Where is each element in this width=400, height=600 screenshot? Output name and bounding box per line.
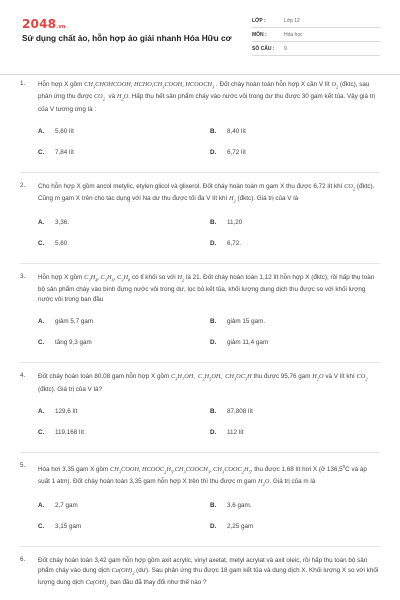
option-letter: B.	[210, 219, 217, 226]
option-letter: B.	[210, 127, 217, 135]
page-header	[0, 0, 400, 62]
question-divider	[20, 172, 380, 173]
question-text: Cho hỗn hợp X gồm ancol metylic, etylen glicol và glixerol. Đốt cháy hoàn toàn m gam X thu được 6,72 lít khí $CO_2$ (đktc). Cũng m gam X trên cho tác dụng với Na dư thu được tối đa V lít khí $H_2$ (đktc). Giá trị của V là	[38, 182, 375, 203]
option-text: 112 lít	[227, 428, 244, 436]
meta-row-class	[252, 14, 380, 28]
option-text: 5,60	[55, 240, 68, 247]
answer-option[interactable]	[210, 401, 360, 422]
option-letter: C.	[38, 523, 45, 531]
question-item	[0, 556, 400, 591]
meta-row-subject	[252, 28, 380, 42]
answer-option[interactable]	[210, 422, 360, 443]
answer-option[interactable]	[210, 311, 360, 332]
answer-option[interactable]	[210, 212, 360, 233]
option-text: 6,72 lít	[227, 148, 246, 156]
answer-options	[38, 212, 380, 254]
meta-key: LỚP :	[252, 17, 266, 24]
question-item	[0, 182, 400, 255]
answer-options	[38, 121, 380, 163]
site-logo[interactable]	[22, 17, 66, 31]
option-letter: B.	[210, 407, 217, 415]
question-item	[0, 80, 400, 163]
answer-option[interactable]	[210, 516, 360, 537]
answer-options	[38, 401, 380, 443]
option-letter: C.	[38, 240, 45, 247]
question-number: 6.	[20, 556, 26, 564]
question-item	[0, 273, 400, 353]
question-divider	[20, 546, 380, 547]
option-text: 3,6 gam.	[227, 502, 252, 510]
question-text: Hóa hơi 3,35 gam X gồm $CH_3COOH$, $HCOOC_2H_5,CH_3COOCH_3$, $CH_3COOC_2H_5$, thu được 1,68 lít hơi X (ở 136,5$^0$C và áp suất 1 atm). Đốt cháy hoàn toàn 3,35 gam hỗn hợp X trên thì thu được m gam $H_2O$. Giá trị của m là	[38, 463, 367, 487]
option-text: giảm 5,7 gam	[55, 318, 94, 326]
answer-option[interactable]	[210, 121, 360, 142]
option-letter: B.	[210, 502, 217, 510]
option-text: 3,36.	[55, 219, 70, 226]
option-letter: B.	[210, 318, 217, 326]
question-number: 3.	[20, 273, 26, 280]
document-meta	[252, 14, 380, 56]
meta-value: Hóa học	[284, 31, 303, 38]
meta-value: Lớp 12	[284, 17, 300, 24]
option-letter: A.	[38, 502, 45, 510]
logo-suffix: .vn	[56, 24, 66, 30]
answer-option[interactable]	[38, 422, 210, 443]
option-text: 6,72.	[227, 240, 242, 247]
answer-options	[38, 495, 380, 537]
option-text: 5,60 lít	[55, 127, 74, 135]
option-text: 2,7 gam	[55, 502, 78, 510]
answer-options	[38, 311, 380, 353]
header-divider	[0, 74, 400, 75]
question-text: Đốt cháy hoàn toàn 3,42 gam hỗn hợp gồm axit acrylic, vinyl axetat, metyl acrylat và axit oleic, rồi hấp thụ toàn bộ sản phẩm cháy vào dung dịch $Ca(OH)_2$ (dư). Sau phản ứng thu được 18 gam kết tủa và dung dịch X. Khối lượng X so với khối lượng dung dịch $Ca(OH)_2$ ban đầu đã thay đổi như thế nào ?	[38, 557, 379, 588]
question-item	[0, 462, 400, 538]
option-text: 2,25 gam	[227, 523, 254, 531]
option-letter: D.	[210, 240, 217, 247]
option-letter: C.	[38, 148, 45, 156]
option-text: 119,168 lít	[55, 428, 84, 436]
option-text: giảm 15 gam.	[227, 318, 266, 326]
question-text: Đốt cháy hoàn toàn 80,08 gam hỗn hợp X gồm $C_3H_7OH$, $C_2H_5OH$, $CH_3OC_3H$ thu được 95,76 gam $H_2O$ và V lít khí $CO_2$ (đktc). Giá trị của V là?	[38, 373, 368, 393]
meta-row-question-count	[252, 42, 380, 56]
answer-option[interactable]	[38, 233, 210, 254]
option-text: giảm 11,4 gam	[227, 339, 269, 347]
question-item	[0, 372, 400, 442]
question-divider	[20, 362, 380, 363]
option-text: 8,40 lít	[227, 127, 246, 135]
option-letter: C.	[38, 428, 45, 436]
answer-option[interactable]	[38, 142, 210, 163]
option-text: 129,6 lít	[55, 407, 78, 415]
question-number: 5.	[20, 461, 26, 469]
question-text: Hỗn hợp X gồm $CH_3CHOHCOOH$, $HCHO,CH_3COOH$, $HCOOCH_3$ . Đốt cháy hoàn toàn hỗn hợp X cần V lít $O_2$ (đktc), sau phản ứng thu được $CO_2$ và $H_2O$. Hấp thụ hết sản phẩm cháy vào nước vôi trong dư thu được 30 gam kết tủa. Vậy giá trị của V tương ứng là :	[38, 81, 375, 113]
option-text: 87,808 lít	[227, 407, 253, 415]
answer-option[interactable]	[38, 311, 210, 332]
answer-option[interactable]	[38, 516, 210, 537]
question-text: Hỗn hợp X gồm $C_3H_4$, $C_3H_6$, $C_3H_8$ có tỉ khối so với $H_2$ là 21. Đốt cháy hoàn toàn 1,12 lít hỗn hợp X (đktc), rồi hấp thụ toàn bộ sản phẩm cháy vào bình đựng nước vôi trong dư, lọc bỏ kết tủa, khối lượng dung dịch thu được so với khối lượng nước vôi trong ban đầu	[38, 274, 375, 304]
option-letter: D.	[210, 523, 217, 531]
option-letter: D.	[210, 428, 217, 436]
option-letter: D.	[210, 339, 217, 347]
option-letter: A.	[38, 219, 45, 226]
option-letter: A.	[38, 318, 45, 326]
answer-option[interactable]	[38, 401, 210, 422]
answer-option[interactable]	[38, 332, 210, 353]
question-divider	[20, 452, 380, 453]
meta-key: MÔN :	[252, 31, 267, 38]
document-title: Sử dụng chất ảo, hỗn hợp ảo giải nhanh Hóa Hữu cơ	[22, 33, 232, 43]
answer-option[interactable]	[38, 212, 210, 233]
question-number: 2.	[20, 181, 26, 189]
option-letter: A.	[38, 127, 45, 135]
answer-option[interactable]	[210, 233, 360, 254]
question-divider	[20, 263, 380, 264]
question-number: 1.	[20, 80, 26, 87]
logo-text: 2048	[22, 17, 57, 31]
answer-option[interactable]	[210, 142, 360, 163]
question-number: 4.	[20, 372, 26, 380]
option-letter: A.	[38, 407, 45, 415]
answer-option[interactable]	[210, 332, 360, 353]
answer-option[interactable]	[210, 495, 360, 516]
option-letter: D.	[210, 148, 217, 156]
meta-key: SỐ CÂU :	[252, 45, 275, 52]
meta-value: 9	[284, 45, 287, 52]
option-text: 3,15 gam	[55, 523, 82, 531]
question-list	[0, 80, 400, 600]
option-text: 11,20	[227, 219, 243, 226]
option-letter: C.	[38, 339, 45, 347]
option-text: 7,84 lít	[55, 148, 74, 156]
answer-option[interactable]	[38, 495, 210, 516]
option-text: tăng 9,3 gam	[55, 339, 92, 347]
answer-option[interactable]	[38, 121, 210, 142]
